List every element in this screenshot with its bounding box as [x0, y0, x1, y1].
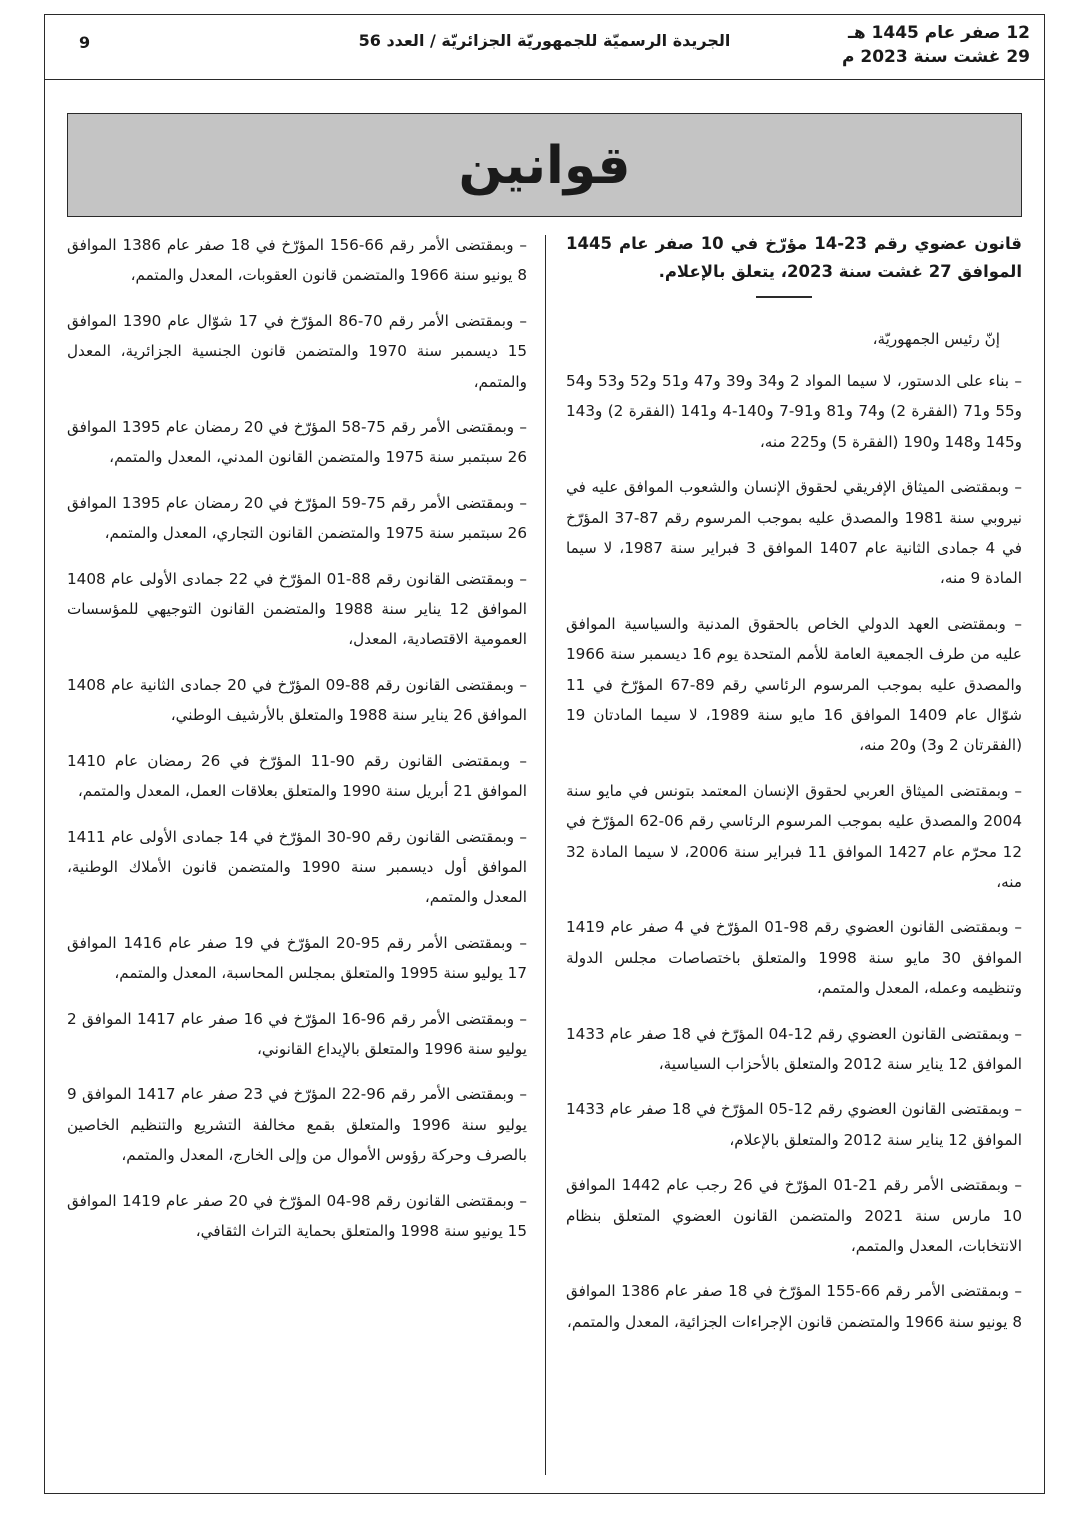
- legal-paragraph: – وبمقتضى العهد الدولي الخاص بالحقوق المدنية والسياسية الموافق عليه من طرف الجمعية العامة للأمم المتحدة يوم 16 ديسمبر سنة 1966 والمصدق عليه بموجب المرسوم الرئاسي رقم 89-67 المؤرّخ في 11 شوّال عام 1409 الموافق 16 مايو سنة 1989، لا سيما المادتان 19 (الفقرتان 2 و3) و20 منه،: [566, 614, 1023, 755]
- legal-paragraph: – وبمقتضى القانون العضوي رقم 12-04 المؤرّخ في 18 صفر عام 1433 الموافق 12 يناير سنة 2012 والمتعلق بالأحزاب السياسية،: [566, 1024, 1022, 1074]
- left-paragraph-list: [67, 230, 527, 1246]
- legal-paragraph: – وبمقتضى الميثاق الإفريقي لحقوق الإنسان والشعوب الموافق عليه في نيروبي سنة 1981 والمصدق عليه بموجب المرسوم رقم 87-37 المؤرّخ في 4 جمادى الثانية عام 1407 الموافق 3 فبراير سنة 1987، لا سيما المادة 9 منه،: [566, 478, 1023, 588]
- legal-paragraph: – بناء على الدستور، لا سيما المواد 2 و34 و39 و47 و51 و52 و53 و54 و55 و71 (الفقرة 2) و74 و81 و91-7 و140-4 و141 (الفقرة 2) و143 و145 و148 و190 (الفقرة 5) و225 منه،: [566, 371, 1022, 451]
- gregorian-date: 29 غشت سنة 2023 م: [841, 47, 1030, 67]
- legal-paragraph: – وبمقتضى القانون رقم 90-11 المؤرّخ في 26 رمضان عام 1410 الموافق 21 أبريل سنة 1990 والمتعلق بعلاقات العمل، المعدل والمتمم،: [67, 751, 527, 801]
- legal-paragraph: – وبمقتضى الأمر رقم 96-22 المؤرّخ في 23 صفر عام 1417 الموافق 9 يوليو سنة 1996 والمتعلق بقمع مخالفة التشريع والتنظيم الخاصين بالصرف وحركة رؤوس الأموال من وإلى الخارج، المعدل والمتمم،: [67, 1085, 527, 1165]
- right-column: [566, 230, 1022, 1352]
- legal-paragraph: – وبمقتضى القانون رقم 88-09 المؤرّخ في 20 جمادى الثانية عام 1408 الموافق 26 يناير سنة 1988 والمتعلق بالأرشيف الوطني،: [67, 675, 527, 725]
- legal-paragraph: – وبمقتضى القانون رقم 88-01 المؤرّخ في 22 جمادى الأولى عام 1408 الموافق 12 يناير سنة 1988 والمتضمن القانون التوجيهي للمؤسسات العمومية الاقتصادية، المعدل،: [67, 569, 528, 649]
- hijri-date: 12 صفر عام 1445 هـ: [848, 23, 1030, 43]
- legal-paragraph: – وبمقتضى الميثاق العربي لحقوق الإنسان المعتمد بتونس في مايو سنة 2004 والمصدق عليه بموجب المرسوم الرئاسي رقم 06-62 المؤرّخ في 12 محرّم عام 1427 الموافق 11 فبراير سنة 2006، لا سيما المادة 32 منه،: [566, 781, 1022, 891]
- law-title: قانون عضوي رقم 23-14 مؤرّخ في 10 صفر عام 1445 الموافق 27 غشت سنة 2023، يتعلق بالإعلام.: [566, 234, 1022, 281]
- legal-paragraph: – وبمقتضى القانون رقم 90-30 المؤرّخ في 14 جمادى الأولى عام 1411 الموافق أول ديسمبر سنة 1990 والمتضمن قانون الأملاك الوطنية، المعدل والمتمم،: [67, 827, 528, 907]
- journal-title: الجريدة الرسميّة للجمهوريّة الجزائريّة / العدد 56: [358, 31, 731, 50]
- legal-paragraph: – وبمقتضى الأمر رقم 96-16 المؤرّخ في 16 صفر عام 1417 الموافق 2 يوليو سنة 1996 والمتعلق بالإيداع القانوني،: [67, 1009, 527, 1058]
- legal-paragraph: – وبمقتضى الأمر رقم 21-01 المؤرّخ في 26 رجب عام 1442 الموافق 10 مارس سنة 2021 والمتضمن القانون العضوي المتعلق بنظام الانتخابات، المعدل والمتمم،: [566, 1176, 1022, 1256]
- page-frame: [44, 14, 1045, 1494]
- legal-paragraph: – وبمقتضى الأمر رقم 75-59 المؤرّخ في 20 رمضان عام 1395 الموافق 26 سبتمبر سنة 1975 والمتضمن القانون التجاري، المعدل والمتمم،: [67, 493, 528, 543]
- legal-paragraph: – وبمقتضى الأمر رقم 66-155 المؤرّخ في 18 صفر عام 1386 الموافق 8 يونيو سنة 1966 والمتضمن قانون الإجراءات الجزائية، المعدل والمتمم،: [566, 1282, 1022, 1331]
- legal-paragraph: – وبمقتضى القانون رقم 98-04 المؤرّخ في 20 صفر عام 1419 الموافق 15 يونيو سنة 1998 والمتعلق بحماية التراث الثقافي،: [67, 1191, 527, 1240]
- legal-paragraph: – وبمقتضى الأمر رقم 70-86 المؤرّخ في 17 شوّال عام 1390 الموافق 15 ديسمبر سنة 1970 والمتضمن قانون الجنسية الجزائرية، المعدل والمتمم،: [67, 311, 528, 391]
- opening-line: إنّ رئيس الجمهوريّة،: [872, 329, 1000, 348]
- legal-paragraph: – وبمقتضى الأمر رقم 75-58 المؤرّخ في 20 رمضان عام 1395 الموافق 26 سبتمبر سنة 1975 والمتضمن القانون المدني، المعدل والمتمم،: [67, 418, 528, 467]
- column-divider: [545, 235, 546, 1475]
- page-number: 9: [79, 33, 91, 52]
- legal-paragraph: – وبمقتضى الأمر رقم 95-20 المؤرّخ في 19 صفر عام 1416 الموافق 17 يوليو سنة 1995 والمتعلق بمجلس المحاسبة، المعدل والمتمم،: [67, 933, 527, 983]
- left-column: [67, 230, 527, 1261]
- section-banner: قوانين: [67, 113, 1022, 217]
- legal-paragraph: – وبمقتضى القانون العضوي رقم 98-01 المؤرّخ في 4 صفر عام 1419 الموافق 30 مايو سنة 1998 والمتعلق باختصاصات مجلس الدولة وتنظيمه وعمله، المعدل والمتمم،: [566, 918, 1023, 998]
- legal-paragraph: – وبمقتضى القانون العضوي رقم 12-05 المؤرّخ في 18 صفر عام 1433 الموافق 12 يناير سنة 2012 والمتعلق بالإعلام،: [566, 1100, 1022, 1149]
- page-header: [45, 15, 1044, 80]
- legal-paragraph: – وبمقتضى الأمر رقم 66-156 المؤرّخ في 18 صفر عام 1386 الموافق 8 يونيو سنة 1966 والمتضمن قانون العقوبات، المعدل والمتمم،: [67, 236, 527, 285]
- right-paragraph-list: [566, 366, 1022, 1337]
- title-separator: [756, 296, 812, 298]
